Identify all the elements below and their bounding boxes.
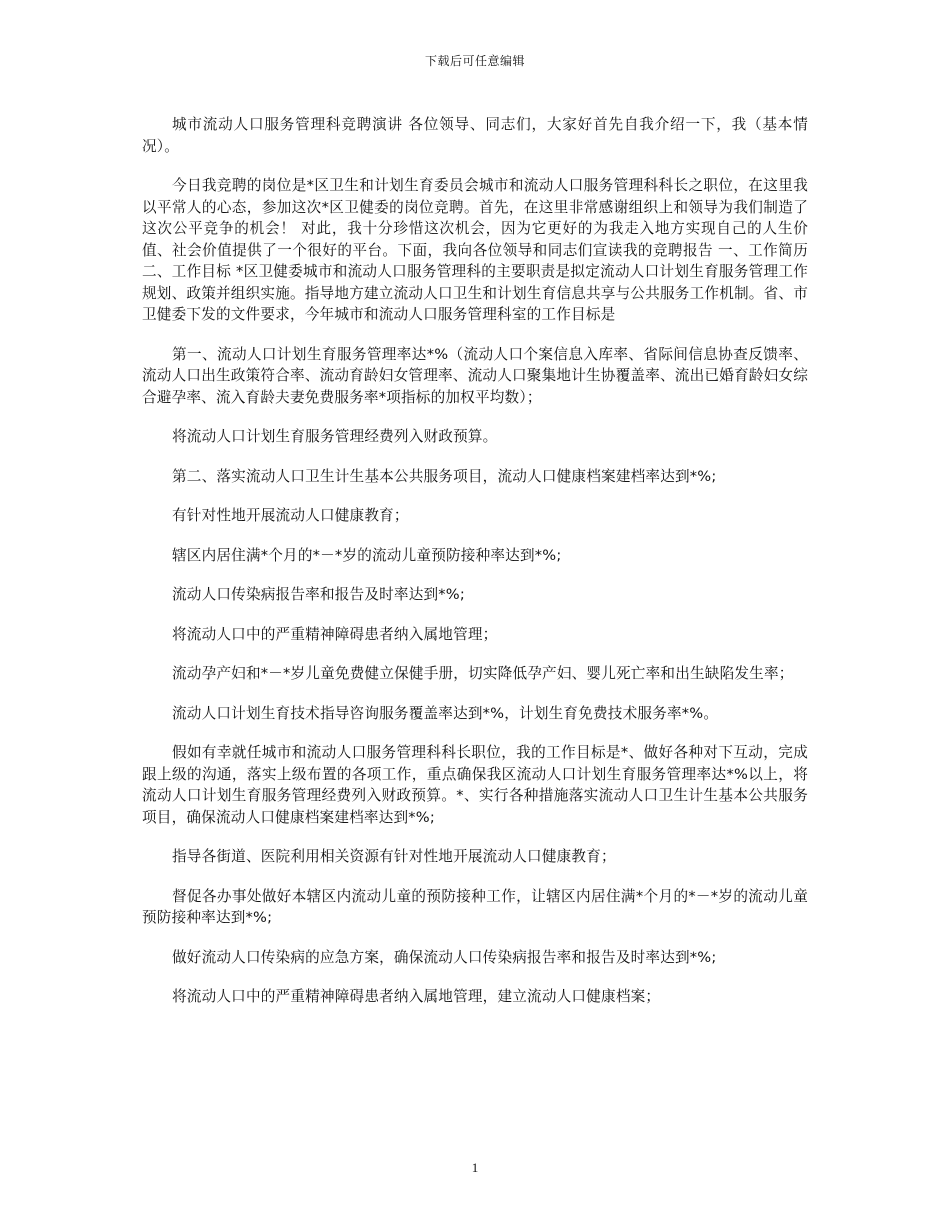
page-header: 下载后可任意编辑: [424, 54, 525, 68]
paragraph: 城市流动人口服务管理科竞聘演讲 各位领导、同志们，大家好首先自我介绍一下，我（基本情况）。: [142, 116, 808, 155]
paragraph: 流动人口传染病报告率和报告及时率达到*%;: [172, 586, 465, 603]
paragraph: 假如有幸就任城市和流动人口服务管理科科长职位，我的工作目标是*、做好各种对下互动，完成跟上级的沟通，落实上级布置的各项工作，重点确保我区流动人口计划生育服务管理率达*%以上，将流动人口计划生育服务管理经费列入财政预算。*、实行各种措施落实流动人口卫生计生基本公共服务项目，确保流动人口健康档案建档率达到*%;: [142, 744, 808, 826]
paragraph: 将流动人口中的严重精神障碍患者纳入属地管理，建立流动人口健康档案；: [172, 988, 661, 1005]
document-body: [142, 114, 808, 1026]
paragraph: 第一、流动人口计划生育服务管理率达*%（流动人口个案信息入库率、省际间信息协查反馈率、流动人口出生政策符合率、流动育龄妇女管理率、流动人口聚集地计生协覆盖率、流出已婚育龄妇女综合避孕率、流入育龄夫妻免费服务率*项指标的加权平均数）；: [142, 345, 808, 406]
paragraph: 流动人口计划生育技术指导咨询服务覆盖率达到*%，计划生育免费技术服务率*%。: [172, 704, 719, 722]
paragraph: 做好流动人口传染病的应急方案，确保流动人口传染病报告率和报告及时率达到*%;: [172, 948, 717, 966]
paragraph: 将流动人口中的严重精神障碍患者纳入属地管理；: [172, 625, 498, 643]
paragraph: 辖区内居住满*个月的*－*岁的流动儿童预防接种率达到*%;: [172, 546, 562, 564]
paragraph: 今日我竞聘的岗位是*区卫生和计划生育委员会城市和流动人口服务管理科科长之职位，在这里我以平常人的心态，参加这次*区卫健委的岗位竞聘。首先，在这里非常感谢组织上和领导为我们制造了这次公平竞争的机会！ 对此，我十分珍惜这次机会，因为它更好的为我走入地方实现自己的人生价值、社会价值提供了一个很好的平台。下面，我向各位领导和同志们宣读我的竞聘报告 一、工作简历 二、工作目标 *区卫健委城市和流动人口服务管理科的主要职责是拟定流动人口计划生育服务管理工作规划、政策并组织实施。指导地方建立流动人口卫生和计划生育信息共享与公共服务工作机制。省、市卫健委下发的文件要求，今年城市和流动人口服务管理科室的工作目标是: [142, 177, 808, 323]
paragraph: 第二、落实流动人口卫生计生基本公共服务项目，流动人口健康档案建档率达到*%;: [172, 467, 717, 485]
paragraph: 将流动人口计划生育服务管理经费列入财政预算。: [172, 428, 498, 445]
paragraph: 督促各办事处做好本辖区内流动儿童的预防接种工作，让辖区内居住满*个月的*－*岁的流动儿童预防接种率达到*%;: [142, 887, 808, 926]
paragraph: 有针对性地开展流动人口健康教育；: [172, 507, 409, 524]
page-number: 1: [471, 1160, 479, 1175]
paragraph: 流动孕产妇和*－*岁儿童免费健立保健手册，切实降低孕产妇、婴儿死亡率和出生缺陷发生率；: [172, 665, 794, 682]
paragraph: 指导各街道、医院利用相关资源有针对性地开展流动人口健康教育；: [172, 848, 616, 865]
